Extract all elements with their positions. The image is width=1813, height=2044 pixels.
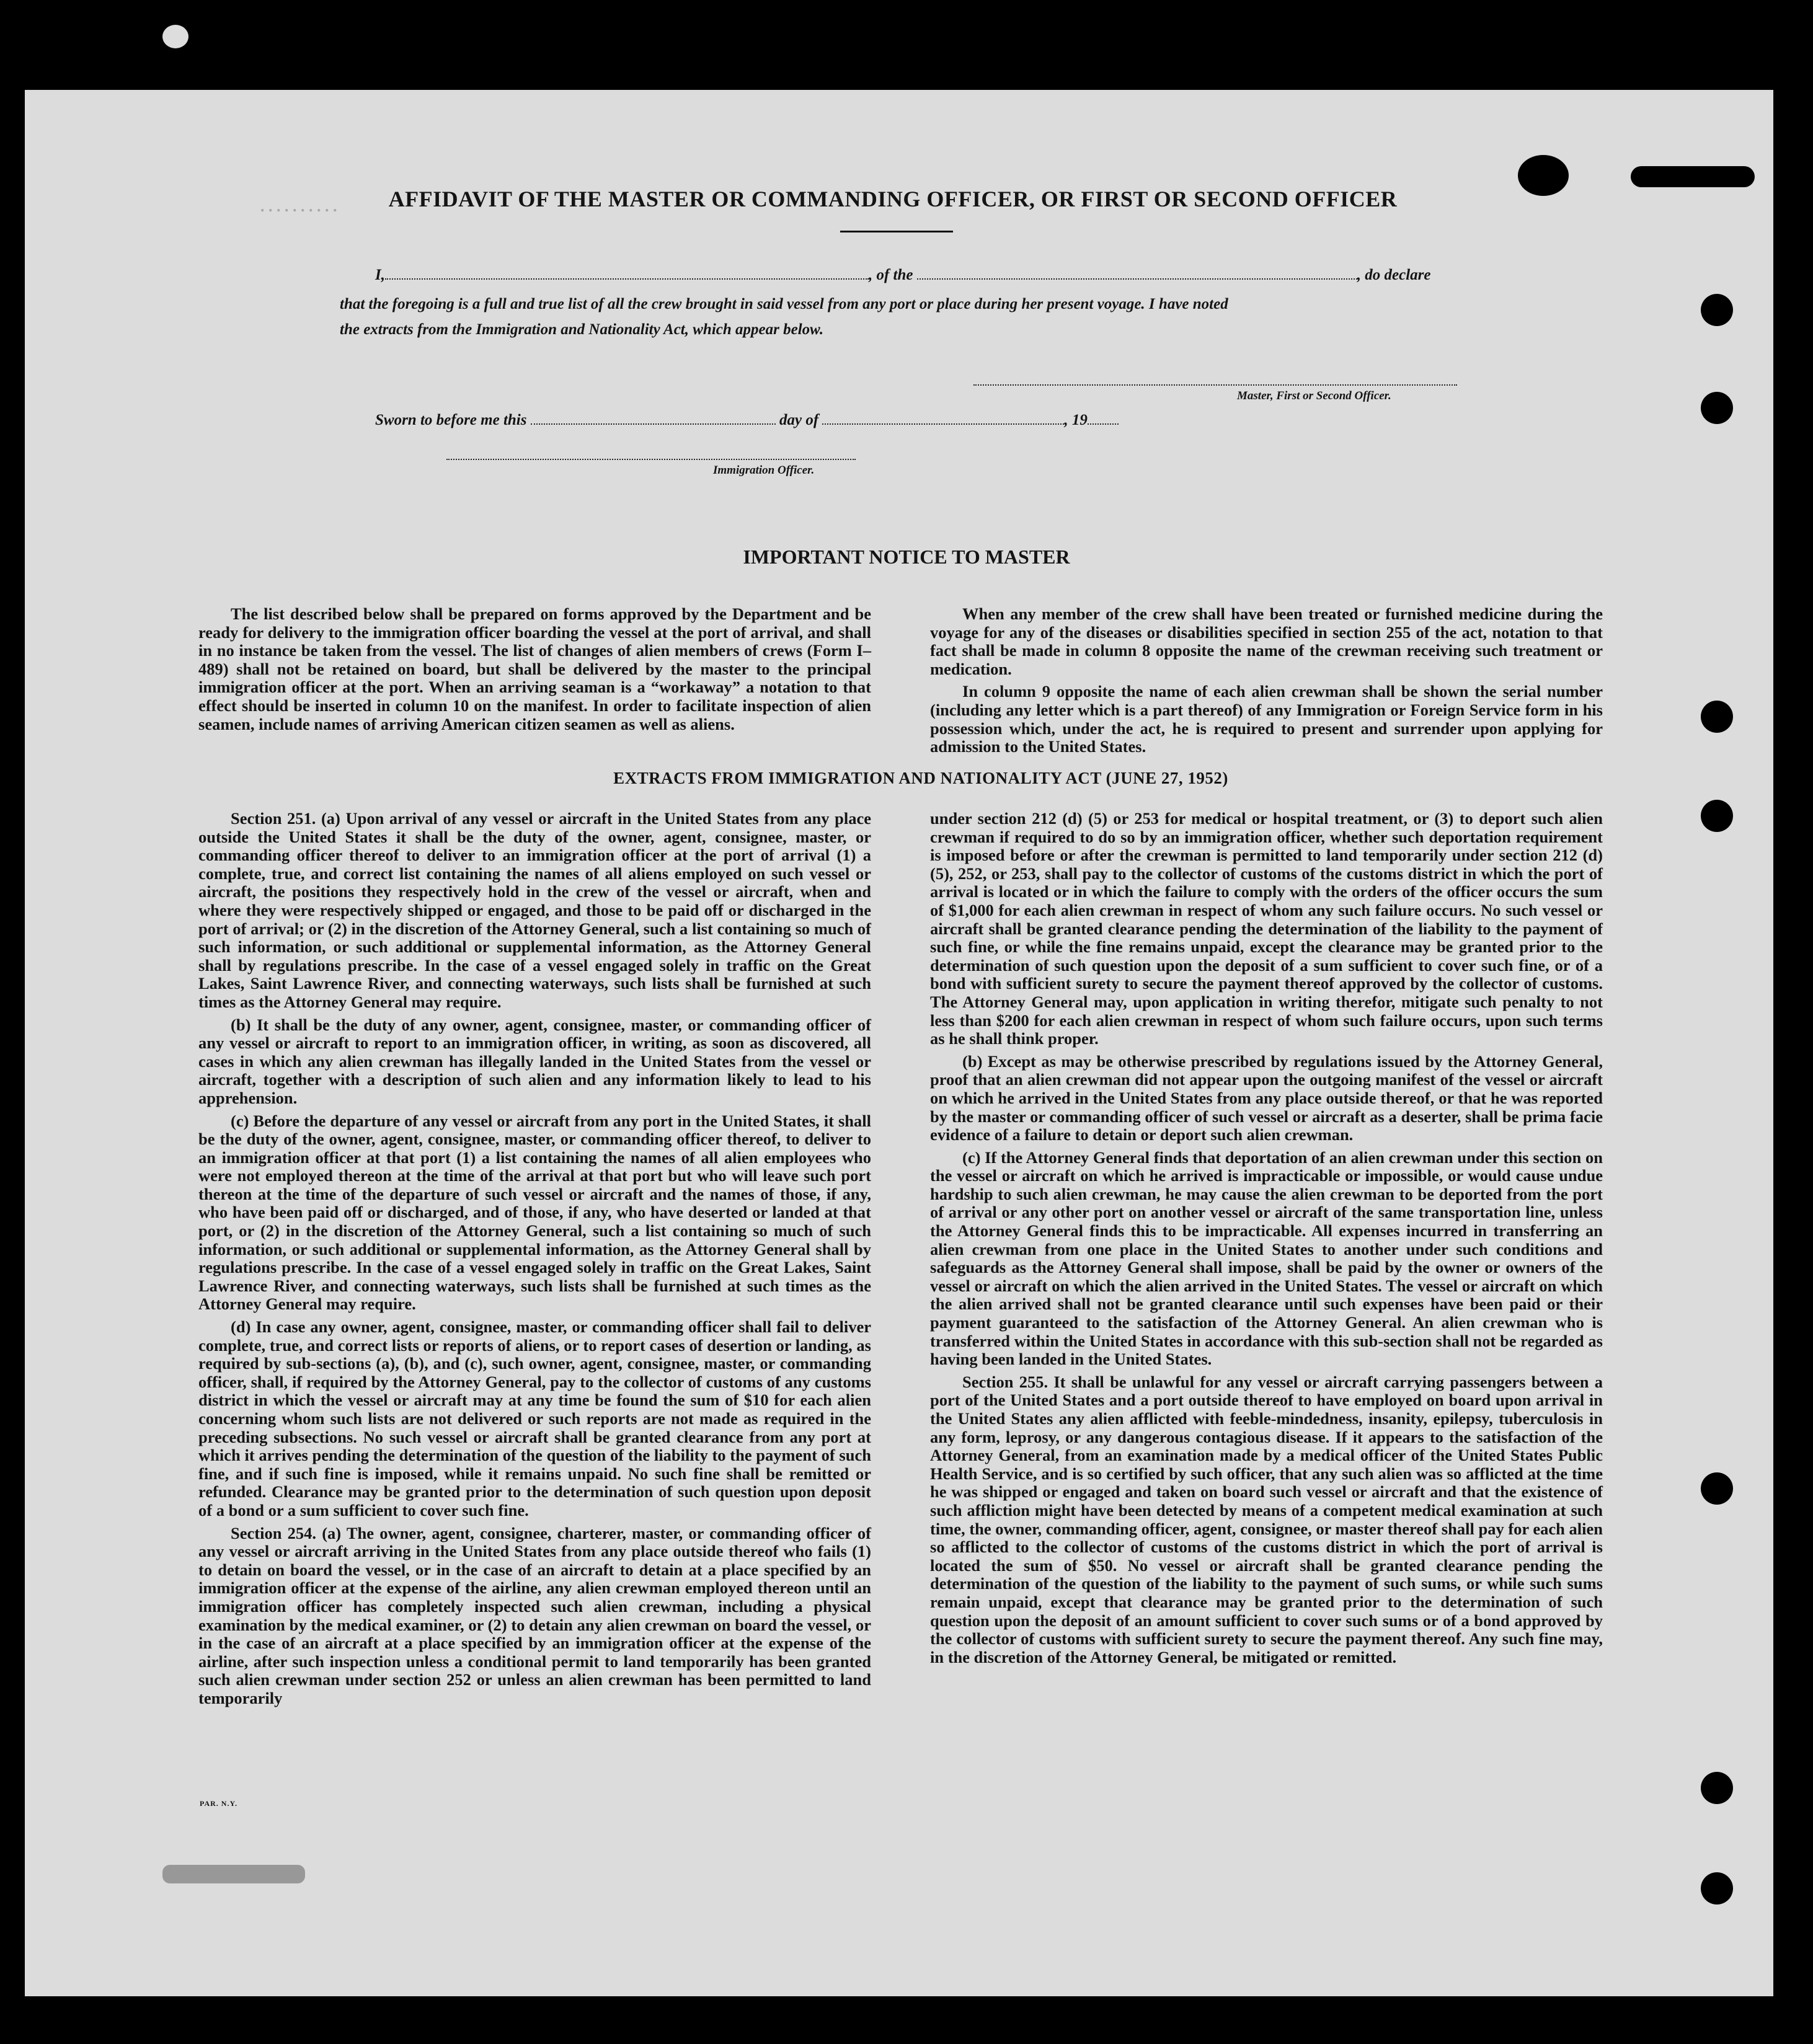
extracts-left-column — [198, 810, 871, 1712]
extract-paragraph: (c) If the Attorney General finds that deportation of an alien crewman under this section on the vessel or aircraft on which he arrived is impracticable or impossible, or would cause undue hardship to such alien crewman, he may cause the alien crewman to be deported from the port of arrival or any other port on another vessel or aircraft of the same transportation line, unless the Attorney General finds this to be impracticable. All expenses incurred in transferring an alien crewman from one place in the United States to another under such conditions and safeguards as the Attorney General shall impose, shall be paid by the owner or owners of the vessel or aircraft on which the alien arrived in the United States. The vessel or aircraft on which the alien arrived shall not be granted clearance until such expenses have been paid or their payment guaranteed to the satisfaction of the Attorney General. An alien crewman who is transferred within the United States in accordance with this sub-section shall not be regarded as having been landed in the United States. — [930, 1148, 1603, 1369]
label-do-declare: , do declare — [1357, 267, 1431, 283]
master-signature-line[interactable] — [973, 384, 1457, 386]
title-underline — [840, 231, 953, 232]
ink-blot — [1518, 155, 1569, 196]
declaration-line — [375, 267, 1430, 284]
punch-hole — [1701, 392, 1733, 424]
immigration-officer-caption: Immigration Officer. — [713, 464, 815, 477]
day-of-label: day of — [779, 412, 819, 428]
punch-hole — [1701, 1872, 1733, 1905]
extract-paragraph: under section 212 (d) (5) or 253 for medical or hospital treatment, or (3) to deport such alien crewman if required to do so by an immigration officer, whether such deportation requirement is imposed before or after the crewman is permitted to land temporarily under section 212 (d) (5), 252, or 253, shall pay to the collector of customs of the customs district in which the port of arrival is located or in which the failure to comply with the orders of the officer occurs the sum of $1,000 for each alien crewman in respect of whom any such failure occurs. No such vessel or aircraft shall be granted clearance pending the determination of the liability to the payment of such fine, or while the fine remains unpaid, except the clearance may be granted prior to the determination of such question upon the deposit of a sum sufficient to cover such fine, or of a bond with sufficient surety to secure the payment thereof approved by the collector of customs. The Attorney General may, upon application in writing therefor, mitigate such penalty to not less than $200 for each alien crewman in respect of whom such failure occurs, upon such terms as he shall think proper. — [930, 809, 1603, 1048]
scan-speck — [162, 25, 188, 48]
punch-hole — [1701, 1472, 1733, 1505]
sworn-month-field[interactable] — [822, 412, 1064, 425]
notice-paragraph: When any member of the crew shall have been treated or furnished medicine during the voyage for any of the diseases or disabilities specified in section 255 of the act, notation to that fact shall be made in column 8 opposite the name of the crewman receiving such treatment or medication. — [930, 604, 1603, 678]
notice-paragraph: In column 9 opposite the name of each alien crewman shall be shown the serial number (including any letter which is a part thereof) of any Immigration or Foreign Service form in his possession which, under the act, he is required to present and surrender upon applying for admission to the United States. — [930, 682, 1603, 756]
extract-paragraph: (b) Except as may be otherwise prescribed by regulations issued by the Attorney General, proof that an alien crewman did not appear upon the outgoing manifest of the vessel or aircraft on which he arrived in the United States from any place outside thereof, or that he was reported by the master or commanding officer of such vessel or aircraft as a deserter, shall be prima facie evidence of a failure to detain or deport such alien crewman. — [930, 1051, 1603, 1144]
immigration-officer-signature-line[interactable] — [446, 459, 856, 460]
notice-title: IMPORTANT NOTICE TO MASTER — [743, 546, 1070, 568]
punch-hole — [1701, 800, 1733, 832]
printer-mark: PAR. N.Y. — [200, 1799, 238, 1808]
punch-hole — [1701, 1772, 1733, 1804]
extract-paragraph: Section 251. (a) Upon arrival of any vessel or aircraft in the United States from any place outside the United States it shall be the duty of the owner, agent, consignee, master, or commanding officer thereof to deliver to an immigration officer at the port of arrival (1) a complete, true, and correct list containing the names of all aliens employed on such vessel or aircraft, the positions they respectively hold in the crew of the vessel or aircraft, when and where they were respectively shipped or engaged, and those to be paid off or discharged in the port of arrival; or (2) in the discretion of the Attorney General, such a list containing so much of such information, or such additional or supplemental information, as the Attorney General shall by regulations prescribe. In the case of a vessel engaged solely in traffic on the Great Lakes, Saint Lawrence River, and connecting waterways, such lists shall be furnished at such times as the Attorney General may require. — [198, 809, 871, 1011]
extracts-right-column — [930, 810, 1603, 1671]
sworn-label: Sworn to before me this — [375, 412, 527, 428]
sworn-line — [375, 412, 1119, 429]
ink-blot — [1631, 166, 1755, 187]
extract-paragraph: Section 255. It shall be unlawful for any vessel or aircraft carrying passengers between a port of the United States and a port outside thereof to have employed on board upon arrival in the United States any alien afflicted with feeble-mindedness, insanity, epilepsy, tuberculosis in any form, leprosy, or any dangerous contagious disease. If it appears to the satisfaction of the Attorney General, from an examination made by a medical officer of the United States Public Health Service, and is so certified by such officer, that any such alien was so afflicted at the time he was shipped or engaged and taken on board such vessel or aircraft and that the existence of such affliction might have been detected by means of a competent medical examination at such time, the owner, commanding officer, agent, consignee, or master thereof shall pay for each alien so afflicted to the collector of customs of the customs district in which the port of arrival is located the sum of $50. No vessel or aircraft shall be granted clearance pending the determination of the question of the liability to the payment of such sums, or while such sums remain unpaid, except that clearance may be granted prior to the determination of such question upon the deposit of an amount sufficient to cover such sums or of a bond approved by the collector of customs with sufficient surety to secure the payment thereof. Any such fine may, in the discretion of the Attorney General, be mitigated or remitted. — [930, 1372, 1603, 1666]
extract-paragraph: Section 254. (a) The owner, agent, consignee, charterer, master, or commanding officer of any vessel or aircraft arriving in the United States from any place outside thereof who fails (1) to detain on board the vessel, or in the case of an aircraft to detain at a place specified by an immigration officer at the expense of the airline, any alien crewman employed thereon until an immigration officer has completely inspected such alien crewman, including a physical examination by the medical examiner, or (2) to detain any alien crewman on board the vessel, or in the case of an aircraft at a place specified by an immigration officer at the expense of the airline, after such inspection unless a conditional permit to land temporarily has been granted such alien crewman under section 252 or unless an alien crewman has been permitted to land temporarily — [198, 1523, 871, 1707]
declaration-text-3: the extracts from the Immigration and Nationality Act, which appear below. — [340, 321, 824, 338]
year-label: , 19 — [1064, 412, 1088, 428]
bleed-through-text: . . . . . . . . . . — [260, 197, 337, 215]
notice-right-column — [930, 605, 1603, 761]
master-signature-caption: Master, First or Second Officer. — [1237, 389, 1391, 402]
extract-paragraph: (c) Before the departure of any vessel or aircraft from any port in the United States, it shall be the duty of the owner, agent, consignee, master, or commanding officer thereof, to deliver to an immigration officer at that port (1) a list containing the names of all alien employees who were not employed thereon at the time of the arrival at that port but who will leave such port thereon at the time of the departure of such vessel or aircraft and the names of those, if any, who have been paid off or discharged, and of those, if any, who have deserted or landed at that port, or (2) in the discretion of the Attorney General, such a list containing so much of such information, or such additional or supplemental information, as the Attorney General shall by regulations prescribe. In the case of a vessel engaged solely in traffic on the Great Lakes, Saint Lawrence River, and connecting waterways, such lists shall be furnished at such times as the Attorney General may require. — [198, 1111, 871, 1314]
label-i: I, — [375, 267, 385, 283]
punch-hole — [1701, 701, 1733, 733]
affidavit-title: AFFIDAVIT OF THE MASTER OR COMMANDING OFFICER, OR FIRST OR SECOND OFFICER — [388, 187, 1398, 211]
notice-paragraph: The list described below shall be prepared on forms approved by the Department and be ready for delivery to the immigration officer boarding the vessel at the port of arrival, and shall in no instance be taken from the vessel. The list of changes of alien members of crews (Form I–489) shall not be retained on board, but shall be delivered by the master to the principal immigration officer at the port. When an arriving seaman is a “workaway” a notation to that effect should be inserted in column 10 on the manifest. In order to facilitate inspection of alien seamen, include names of arriving American citizen seamen as well as aliens. — [198, 604, 871, 733]
punch-hole — [1701, 294, 1733, 326]
ink-smudge — [162, 1865, 305, 1883]
sworn-day-field[interactable] — [531, 412, 776, 425]
extract-paragraph: (d) In case any owner, agent, consignee, master, or commanding officer shall fail to deliver complete, true, and correct lists or reports of aliens, or to report cases of desertion or landing, as required by sub-sections (a), (b), and (c), such owner, agent, consignee, master, or commanding officer, shall, if required by the Attorney General, pay to the collector of customs of any customs district in which the vessel or aircraft may at any time be found the sum of $10 for each alien concerning whom such lists are not delivered or such reports are not made as required in the preceding subsections. No such vessel or aircraft shall be granted clearance from any port at which it arrives pending the determination of the question of the liability to the payment of such fine, and if such fine is imposed, while it remains unpaid. No such fine shall be remitted or refunded. Clearance may be granted prior to the determination of such question upon deposit of a bond or a sum sufficient to cover such fine. — [198, 1317, 871, 1520]
label-of-the: , of the — [868, 267, 913, 283]
sworn-year-field[interactable] — [1088, 412, 1119, 425]
extracts-title: EXTRACTS FROM IMMIGRATION AND NATIONALITY ACT (JUNE 27, 1952) — [613, 769, 1228, 787]
notice-left-column — [198, 605, 871, 738]
name-field[interactable] — [385, 267, 869, 280]
vessel-field[interactable] — [917, 267, 1357, 280]
extract-paragraph: (b) It shall be the duty of any owner, agent, consignee, master, or commanding officer of any vessel or aircraft to report to an immigration officer, in writing, as soon as discovered, all cases in which any alien crewman has illegally landed in the United States from the vessel or aircraft, together with a description of such alien and any information likely to lead to his apprehension. — [198, 1015, 871, 1107]
declaration-text-2: that the foregoing is a full and true list of all the crew brought in said vessel from any port or place during her present voyage. I have noted — [340, 296, 1228, 312]
